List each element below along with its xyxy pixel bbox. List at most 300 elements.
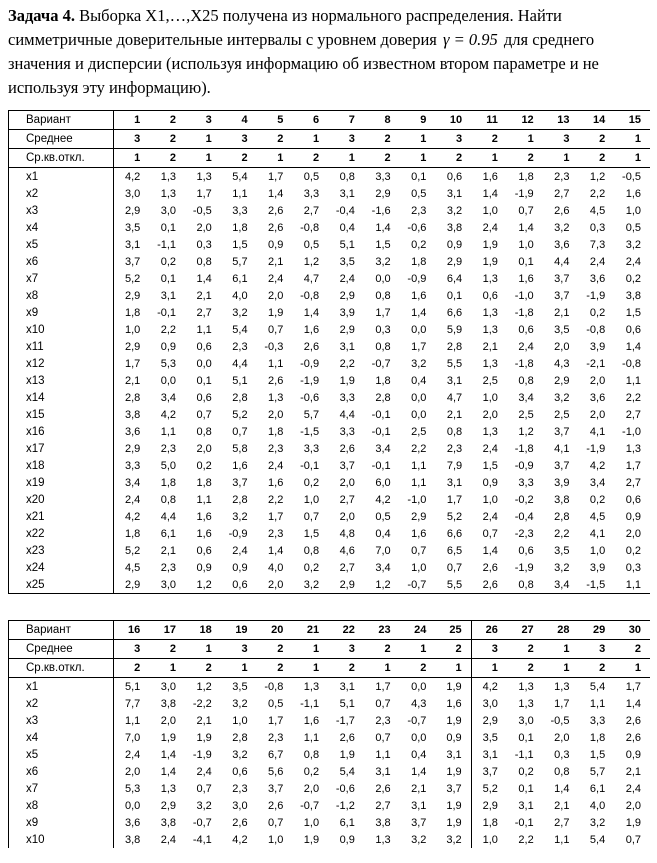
data-cell: 2,6 [232, 816, 248, 829]
data-cell: 0,3 [375, 323, 391, 336]
data-cell: 3,2 [232, 697, 248, 710]
table-row [9, 338, 651, 355]
data-cell: 1,5 [589, 748, 606, 761]
data-cell: 1,2 [303, 255, 320, 268]
data-cell: 0,7 [232, 425, 248, 438]
header-cell: 24 [400, 621, 436, 640]
header-cell: 2 [328, 659, 364, 678]
data-cell: 2,0 [268, 289, 284, 302]
data-cell: 0,2 [196, 459, 212, 472]
data-cell: 0,4 [375, 527, 391, 540]
header-cell: 1 [292, 130, 328, 149]
header-cell: 15 [614, 111, 650, 130]
data-cell: -1,1 [157, 238, 177, 251]
data-cell: 2,2 [160, 323, 177, 336]
data-cell: 4,2 [482, 680, 498, 693]
header-cell: 6 [292, 111, 328, 130]
data-cell: 0,9 [435, 729, 471, 746]
data-cell: 3,2 [232, 306, 248, 319]
data-cell: 2,3 [232, 340, 248, 353]
data-cell: 2,9 [124, 340, 141, 353]
table-row [9, 559, 651, 576]
row-label: x8 [9, 797, 114, 814]
row-label: x25 [9, 576, 114, 594]
data-cell: 4,2 [124, 170, 141, 183]
header-cell: 2 [221, 149, 257, 168]
data-cell: 1,9 [435, 763, 471, 780]
data-cell: 0,7 [446, 561, 463, 574]
data-cell: 1,7 [268, 510, 284, 523]
data-cell: 3,5 [554, 323, 570, 336]
data-cell: 2,9 [446, 255, 463, 268]
data-cell: 3,7 [554, 272, 570, 285]
row-label: x1 [9, 678, 114, 696]
data-cell: 2,7 [303, 204, 320, 217]
data-cell: 2,4 [625, 782, 641, 795]
data-cell: 1,7 [375, 306, 391, 319]
data-cell: 0,5 [303, 238, 320, 251]
data-cell: 2,9 [339, 289, 355, 302]
data-cell: -1,9 [514, 187, 534, 200]
row-label: x14 [9, 389, 114, 406]
data-cell: 0,1 [518, 255, 534, 268]
header-cell: 1 [292, 640, 328, 659]
table-row [9, 525, 651, 542]
data-cell: -0,7 [371, 357, 391, 370]
data-cell: 3,4 [543, 576, 579, 594]
data-cell: 3,2 [232, 510, 248, 523]
data-cell: 5,2 [124, 544, 141, 557]
data-cell: 1,0 [518, 238, 534, 251]
data-cell: 1,8 [375, 374, 391, 387]
data-cell: 2,0 [554, 731, 570, 744]
table-row [9, 729, 651, 746]
data-cell: 1,3 [160, 170, 177, 183]
data-cell: 2,8 [446, 340, 463, 353]
data-cell: 0,1 [518, 731, 534, 744]
header-cell: 11 [471, 111, 507, 130]
data-cell: 2,9 [114, 576, 150, 594]
data-cell: 3,2 [411, 357, 427, 370]
data-cell: 2,3 [160, 442, 177, 455]
data-cell: 4,5 [589, 510, 606, 523]
data-cell: 1,3 [482, 357, 498, 370]
header-cell: 1 [543, 149, 579, 168]
data-cell: 2,0 [268, 408, 284, 421]
data-cell: 1,3 [482, 425, 498, 438]
data-cell: 5,4 [232, 323, 248, 336]
data-cell: 1,1 [268, 357, 284, 370]
data-cell: 2,4 [124, 748, 141, 761]
data-cell: 1,1 [196, 493, 212, 506]
header-cell: 2 [578, 130, 614, 149]
data-cell: 1,2 [196, 680, 212, 693]
data-cell: 0,7 [375, 731, 391, 744]
data-cell: 2,0 [625, 527, 641, 540]
table-row [9, 695, 651, 712]
data-cell: 0,1 [411, 170, 427, 183]
header-cell: 2 [364, 130, 400, 149]
data-cell: 2,3 [268, 527, 284, 540]
data-cell: 1,3 [482, 323, 498, 336]
data-cell: 1,4 [482, 544, 498, 557]
data-cell: 1,1 [625, 374, 641, 387]
data-cell: 1,4 [160, 765, 177, 778]
data-cell: 1,3 [160, 782, 177, 795]
data-cell: -1,0 [407, 493, 427, 506]
data-cell: 1,5 [232, 238, 248, 251]
header-cell: 1 [400, 130, 436, 149]
data-cell: 1,1 [124, 714, 141, 727]
data-cell: 0,9 [482, 476, 498, 489]
data-cell: 1,9 [435, 712, 471, 729]
data-cell: -0,5 [192, 204, 212, 217]
data-cell: 3,7 [435, 780, 471, 797]
data-cell: 2,1 [268, 255, 284, 268]
data-cell: 1,7 [625, 459, 641, 472]
header-cell: 1 [114, 149, 150, 168]
data-cell: 1,6 [303, 323, 320, 336]
data-cell: 2,7 [196, 306, 212, 319]
data-cell: 1,1 [554, 833, 570, 846]
data-cell: -0,9 [407, 272, 427, 285]
row-label: x4 [9, 729, 114, 746]
data-cell: 2,2 [268, 493, 284, 506]
data-cell: 2,0 [303, 782, 320, 795]
data-cell: 1,1 [411, 476, 427, 489]
data-cell: -0,1 [300, 459, 320, 472]
data-cell: 3,4 [375, 442, 391, 455]
data-cell: 2,6 [482, 561, 498, 574]
variants-table-16-30-container [8, 620, 650, 848]
data-cell: 3,1 [411, 799, 427, 812]
data-cell: 2,0 [196, 221, 212, 234]
data-cell: 0,8 [160, 493, 177, 506]
data-cell: 2,4 [196, 765, 212, 778]
data-cell: 1,2 [589, 170, 606, 183]
data-cell: 0,8 [375, 340, 391, 353]
data-cell: 3,0 [160, 680, 177, 693]
data-cell: 1,1 [196, 323, 212, 336]
data-cell: 3,1 [518, 799, 534, 812]
data-cell: 6,1 [589, 782, 606, 795]
header-cell: 20 [257, 621, 293, 640]
data-cell: 1,1 [232, 187, 248, 200]
header-cell: 1 [221, 659, 257, 678]
data-cell: 1,4 [303, 306, 320, 319]
header-cell: 12 [507, 111, 543, 130]
table-row [9, 763, 651, 780]
data-cell: 2,1 [625, 765, 641, 778]
data-cell: 5,7 [303, 408, 320, 421]
data-cell: -1,9 [192, 748, 212, 761]
data-cell: -2,3 [514, 527, 534, 540]
data-cell: 3,6 [124, 816, 141, 829]
row-label: x7 [9, 780, 114, 797]
data-cell: -0,4 [514, 510, 534, 523]
data-cell: 1,6 [196, 527, 212, 540]
data-cell: 0,9 [196, 561, 212, 574]
data-cell: 4,1 [589, 425, 606, 438]
data-cell: 2,7 [554, 816, 570, 829]
table-row [9, 389, 651, 406]
data-cell: 1,7 [196, 187, 212, 200]
data-cell: 5,4 [232, 170, 248, 183]
data-cell: 0,7 [375, 697, 391, 710]
data-cell: 2,2 [518, 833, 534, 846]
row-label: x19 [9, 474, 114, 491]
row-label: x10 [9, 321, 114, 338]
data-cell: 1,6 [196, 510, 212, 523]
header-cell: 3 [221, 640, 257, 659]
data-cell: 3,5 [554, 544, 570, 557]
data-cell: 1,9 [625, 816, 641, 829]
data-cell: 0,6 [518, 323, 534, 336]
data-cell: -1,2 [335, 799, 355, 812]
data-cell: 6,7 [268, 748, 284, 761]
data-cell: 1,1 [411, 459, 427, 472]
header-cell: 1 [400, 149, 436, 168]
data-cell: 0,3 [554, 748, 570, 761]
data-cell: 0,4 [339, 221, 355, 234]
data-cell: 2,6 [268, 221, 284, 234]
data-cell: 2,3 [268, 442, 284, 455]
data-cell: 0,8 [196, 425, 212, 438]
data-cell: 3,4 [124, 476, 141, 489]
data-cell: 3,7 [124, 255, 141, 268]
data-cell: 1,4 [375, 221, 391, 234]
data-cell: 1,3 [482, 306, 498, 319]
data-cell: 0,6 [196, 544, 212, 557]
row-label: x6 [9, 763, 114, 780]
data-cell: 3,2 [196, 799, 212, 812]
data-cell: 6,1 [160, 527, 177, 540]
data-cell: 1,8 [196, 476, 212, 489]
data-cell: 3,3 [124, 459, 141, 472]
header-row [9, 149, 651, 168]
data-cell: 3,2 [589, 816, 606, 829]
data-cell: 2,7 [339, 561, 355, 574]
data-cell: 1,9 [303, 833, 320, 846]
header-cell: 2 [578, 659, 614, 678]
header-cell: 3 [221, 130, 257, 149]
data-cell: 1,2 [518, 425, 534, 438]
data-cell: 3,2 [554, 561, 570, 574]
data-cell: 5,1 [232, 374, 248, 387]
data-cell: 2,6 [268, 374, 284, 387]
data-cell: 0,0 [124, 799, 141, 812]
data-cell: -1,0 [514, 289, 534, 302]
data-cell: 3,8 [124, 833, 141, 846]
data-cell: 5,9 [446, 323, 463, 336]
data-cell: 3,5 [339, 255, 355, 268]
data-cell: 0,4 [411, 374, 427, 387]
data-cell: 2,0 [625, 799, 641, 812]
data-cell: 1,7 [268, 170, 284, 183]
data-cell: 2,1 [446, 408, 463, 421]
data-cell: 1,9 [435, 797, 471, 814]
data-cell: 1,0 [268, 833, 284, 846]
data-cell: 0,2 [625, 272, 641, 285]
data-cell: 2,0 [124, 765, 141, 778]
data-cell: 0,1 [518, 782, 534, 795]
header-row [9, 659, 651, 678]
data-cell: 3,5 [124, 221, 141, 234]
data-cell: -1,5 [578, 576, 614, 594]
data-cell: 0,9 [339, 833, 355, 846]
data-cell: 2,5 [482, 374, 498, 387]
data-cell: 2,6 [554, 204, 570, 217]
table-row [9, 797, 651, 814]
data-cell: 6,4 [446, 272, 463, 285]
data-cell: 2,8 [554, 510, 570, 523]
data-cell: 3,8 [160, 697, 177, 710]
data-cell: -0,8 [586, 323, 606, 336]
data-cell: 4,2 [232, 833, 248, 846]
header-row [9, 640, 651, 659]
header-cell: 2 [507, 640, 543, 659]
header-cell: 1 [614, 130, 650, 149]
data-cell: 3,2 [554, 391, 570, 404]
header-cell: 2 [149, 130, 185, 149]
header-cell: 1 [507, 130, 543, 149]
data-cell: 1,3 [625, 442, 641, 455]
data-cell: 2,1 [196, 289, 212, 302]
data-cell: 0,6 [232, 765, 248, 778]
data-cell: -0,8 [622, 357, 641, 370]
data-cell: 0,2 [625, 544, 641, 557]
data-cell: 1,5 [625, 306, 641, 319]
header-cell: 5 [257, 111, 293, 130]
data-cell: 1,3 [375, 833, 391, 846]
data-cell: 4,5 [589, 204, 606, 217]
data-cell: 2,4 [482, 221, 498, 234]
gamma-formula: γ = 0.95 [443, 30, 498, 49]
data-cell: 3,0 [124, 187, 141, 200]
data-cell: 1,4 [482, 187, 498, 200]
row-label: x5 [9, 236, 114, 253]
header-cell: 21 [292, 621, 328, 640]
data-cell: 0,6 [625, 323, 641, 336]
row-label: x1 [9, 168, 114, 186]
data-cell: 0,2 [160, 255, 177, 268]
table-row [9, 355, 651, 372]
data-cell: 4,4 [232, 357, 248, 370]
data-cell: 2,6 [303, 340, 320, 353]
data-cell: 1,9 [435, 678, 471, 696]
data-cell: 1,4 [554, 782, 570, 795]
row-label: x7 [9, 270, 114, 287]
data-cell: 4,2 [375, 493, 391, 506]
data-cell: 1,9 [482, 238, 498, 251]
header-cell: 26 [471, 621, 507, 640]
table-row [9, 423, 651, 440]
data-cell: 3,0 [149, 576, 185, 594]
data-cell: 6,1 [339, 816, 355, 829]
data-cell: 0,0 [411, 680, 427, 693]
data-cell: 0,7 [625, 833, 641, 846]
header-cell: 13 [543, 111, 579, 130]
data-cell: 0,3 [625, 561, 641, 574]
data-cell: 5,2 [446, 510, 463, 523]
data-cell: 2,0 [482, 408, 498, 421]
row-label: Среднее [9, 640, 114, 659]
data-cell: 3,8 [554, 493, 570, 506]
data-cell: 0,1 [160, 221, 177, 234]
data-cell: 2,4 [518, 340, 534, 353]
data-cell: 2,6 [339, 731, 355, 744]
row-label: x2 [9, 185, 114, 202]
data-cell: 0,6 [196, 340, 212, 353]
table-row [9, 406, 651, 423]
header-cell: 1 [614, 149, 650, 168]
data-cell: 1,5 [482, 459, 498, 472]
row-label: x18 [9, 457, 114, 474]
header-cell: 7 [328, 111, 364, 130]
data-cell: 6,0 [375, 476, 391, 489]
data-cell: 3,7 [554, 459, 570, 472]
data-cell: 4,2 [160, 408, 177, 421]
data-cell: -0,5 [622, 170, 641, 183]
data-cell: 0,8 [507, 576, 543, 594]
data-cell: 2,1 [554, 306, 570, 319]
data-cell: 0,7 [482, 527, 498, 540]
variants-table-1-15-container [8, 110, 650, 594]
data-cell: 2,3 [411, 204, 427, 217]
data-cell: 0,9 [160, 340, 177, 353]
data-cell: 1,4 [625, 697, 641, 710]
data-cell: 6,1 [232, 272, 248, 285]
data-cell: 2,6 [471, 576, 507, 594]
data-cell: 2,2 [339, 357, 355, 370]
table-row [9, 270, 651, 287]
data-cell: 5,8 [232, 442, 248, 455]
data-cell: 1,7 [446, 493, 463, 506]
data-cell: 1,9 [435, 814, 471, 831]
data-cell: 2,8 [232, 493, 248, 506]
data-cell: 2,0 [257, 576, 293, 594]
header-cell: 8 [364, 111, 400, 130]
data-cell: 3,1 [482, 748, 498, 761]
row-label: x12 [9, 355, 114, 372]
data-cell: -1,1 [300, 697, 320, 710]
data-cell: 1,0 [411, 561, 427, 574]
data-cell: 0,8 [518, 374, 534, 387]
data-cell: 1,3 [196, 170, 212, 183]
data-cell: 0,5 [411, 187, 427, 200]
data-cell: 1,0 [124, 323, 141, 336]
data-cell: 1,6 [232, 459, 248, 472]
data-cell: -0,2 [514, 493, 534, 506]
data-cell: 3,6 [554, 238, 570, 251]
data-cell: 3,9 [589, 340, 606, 353]
row-label: Вариант [9, 621, 114, 640]
table-row [9, 576, 651, 594]
header-cell: 2 [435, 640, 471, 659]
data-cell: 2,4 [589, 255, 606, 268]
data-cell: 0,8 [554, 765, 570, 778]
data-cell: 3,9 [589, 561, 606, 574]
data-cell: -0,6 [407, 221, 427, 234]
row-label: x3 [9, 202, 114, 219]
row-label: x22 [9, 525, 114, 542]
header-cell: 2 [364, 149, 400, 168]
data-cell: 1,3 [303, 680, 320, 693]
row-label: x21 [9, 508, 114, 525]
data-cell: 3,5 [482, 731, 498, 744]
data-cell: 3,0 [232, 799, 248, 812]
data-cell: 2,8 [375, 391, 391, 404]
